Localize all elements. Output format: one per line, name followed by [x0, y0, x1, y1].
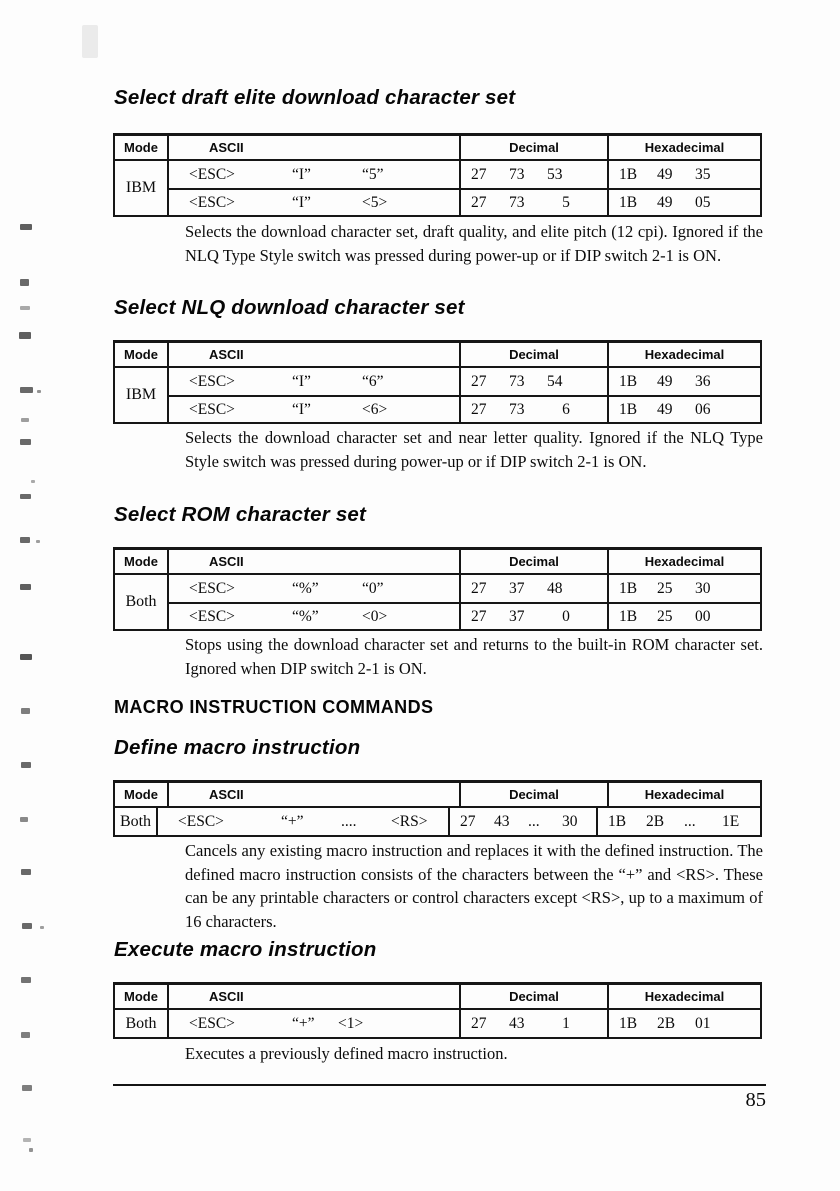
scan-speck — [20, 654, 32, 660]
command-table-rom-charset — [113, 547, 762, 631]
ascii-cell — [169, 397, 461, 422]
section-heading-rom-charset: Select ROM character set — [114, 503, 367, 526]
decimal-value: 27 — [471, 1014, 487, 1032]
decimal-value: 30 — [562, 812, 578, 830]
decimal-value: 5 — [562, 193, 570, 211]
scan-speck — [20, 584, 31, 590]
scan-speck — [21, 762, 31, 768]
scan-speck — [20, 306, 30, 310]
decimal-value: 48 — [547, 579, 563, 597]
mode-cell: Both — [115, 1010, 169, 1037]
scan-speck — [20, 387, 33, 393]
decimal-cell — [461, 397, 609, 422]
hex-value: 25 — [657, 607, 673, 625]
hex-value: 1B — [608, 812, 627, 830]
ascii-token: “%” — [292, 607, 319, 625]
description-text: Stops using the download character set and returns to the built-in ROM character set. Ignored when DIP switch 2-1 is ON. — [185, 635, 763, 678]
ascii-token: “5” — [362, 165, 384, 183]
ascii-cell — [169, 368, 461, 395]
hex-value: 49 — [657, 193, 673, 211]
ascii-token: “I” — [292, 193, 311, 211]
hex-value: 06 — [695, 400, 711, 418]
ascii-token: <ESC> — [189, 400, 235, 418]
col-header-mode: Mode — [115, 136, 169, 159]
hex-value: 2B — [657, 1014, 676, 1032]
decimal-value: 37 — [509, 607, 525, 625]
mode-cell: IBM — [115, 368, 169, 422]
table-header-row — [115, 985, 760, 1010]
decimal-value: 37 — [509, 579, 525, 597]
table-row — [169, 368, 760, 395]
col-header-ascii: ASCII — [169, 343, 461, 366]
table-row — [169, 161, 760, 188]
decimal-value: 53 — [547, 165, 563, 183]
ascii-token: “I” — [292, 165, 311, 183]
table-row — [169, 395, 760, 422]
col-header-hexadecimal: Hexadecimal — [644, 989, 725, 1004]
scan-smudge — [82, 25, 98, 58]
section-heading-nlq-download: Select NLQ download character set — [114, 296, 465, 319]
group-heading-macro-commands: MACRO INSTRUCTION COMMANDS — [114, 697, 434, 717]
description-text: Selects the download character set, draft quality, and elite pitch (12 cpi). Ignored if the NLQ Type Style switch was pressed during power-up or if DIP switch 2-1 is ON. — [185, 222, 763, 265]
table-row — [169, 575, 760, 602]
mode-cell: Both — [115, 575, 169, 629]
hex-value: 2B — [646, 812, 665, 830]
hex-value: 1B — [619, 165, 638, 183]
col-header-mode: Mode — [115, 783, 169, 806]
col-header-decimal: Decimal — [461, 550, 609, 573]
ascii-token: <ESC> — [189, 193, 235, 211]
col-header-ascii: ASCII — [169, 136, 461, 159]
decimal-value: 0 — [562, 607, 570, 625]
scan-speck — [29, 1148, 33, 1152]
table-header-row — [115, 136, 760, 161]
scan-speck — [21, 708, 30, 714]
col-header-hexadecimal: Hexadecimal — [644, 140, 725, 155]
decimal-value: 73 — [509, 400, 525, 418]
command-table-execute-macro — [113, 982, 762, 1039]
decimal-value: 27 — [471, 400, 487, 418]
ascii-token: “I” — [292, 372, 311, 390]
decimal-value: 27 — [471, 193, 487, 211]
decimal-cell — [450, 808, 598, 835]
decimal-value: 27 — [471, 372, 487, 390]
ascii-token: “0” — [362, 579, 384, 597]
table-row — [169, 1010, 760, 1037]
mode-cell: IBM — [115, 161, 169, 215]
ascii-cell — [169, 161, 461, 188]
scan-speck — [22, 923, 32, 929]
hex-value: 1B — [619, 607, 638, 625]
ascii-cell — [169, 575, 461, 602]
hex-value: 00 — [695, 607, 711, 625]
decimal-value: 73 — [509, 165, 525, 183]
hex-value: ... — [684, 812, 696, 830]
hex-value: 05 — [695, 193, 711, 211]
col-header-decimal: Decimal — [461, 136, 609, 159]
scan-speck — [22, 1085, 32, 1091]
hex-value: 49 — [657, 165, 673, 183]
col-header-hexadecimal: Hexadecimal — [644, 554, 725, 569]
hex-value: 49 — [657, 400, 673, 418]
ascii-token: <ESC> — [189, 1014, 235, 1032]
col-header-mode: Mode — [115, 550, 169, 573]
scan-speck — [37, 390, 41, 393]
decimal-cell — [461, 161, 609, 188]
table-row — [158, 808, 760, 835]
col-header-hexadecimal: Hexadecimal — [644, 787, 725, 802]
col-header-decimal: Decimal — [461, 343, 609, 366]
page-number: 85 — [745, 1089, 766, 1111]
scan-speck — [21, 977, 31, 983]
ascii-token: <1> — [338, 1014, 364, 1032]
hex-cell — [609, 575, 760, 602]
decimal-value: 27 — [471, 607, 487, 625]
decimal-cell — [461, 190, 609, 215]
section-heading-draft-elite: Select draft elite download character set — [114, 86, 516, 109]
scan-speck — [21, 418, 29, 422]
col-header-hexadecimal: Hexadecimal — [644, 347, 725, 362]
ascii-token: .... — [341, 812, 357, 830]
table-row — [169, 602, 760, 629]
hex-cell — [609, 397, 760, 422]
decimal-cell — [461, 604, 609, 629]
ascii-token: “%” — [292, 579, 319, 597]
ascii-token: “I” — [292, 400, 311, 418]
description-text: Executes a previously defined macro instruction. — [185, 1044, 508, 1063]
ascii-token: <ESC> — [189, 579, 235, 597]
col-header-ascii: ASCII — [169, 550, 461, 573]
hex-value: 1B — [619, 579, 638, 597]
decimal-value: 1 — [562, 1014, 570, 1032]
decimal-value: 27 — [471, 165, 487, 183]
decimal-value: 43 — [509, 1014, 525, 1032]
scan-speck — [31, 480, 35, 483]
hex-cell — [609, 161, 760, 188]
ascii-cell — [169, 1010, 461, 1037]
hex-value: 1E — [722, 812, 740, 830]
ascii-cell — [158, 808, 450, 835]
decimal-value: 73 — [509, 372, 525, 390]
decimal-value: 54 — [547, 372, 563, 390]
ascii-token: “6” — [362, 372, 384, 390]
ascii-cell — [169, 190, 461, 215]
table-header-row — [115, 343, 760, 368]
ascii-token: <ESC> — [189, 165, 235, 183]
ascii-token: “+” — [281, 812, 304, 830]
decimal-cell — [461, 368, 609, 395]
ascii-token: <RS> — [391, 812, 428, 830]
command-table-define-macro — [113, 780, 762, 837]
hex-cell — [609, 1010, 760, 1037]
command-table-draft-elite — [113, 133, 762, 217]
ascii-token: <ESC> — [178, 812, 224, 830]
ascii-token: “+” — [292, 1014, 315, 1032]
decimal-value: ... — [528, 812, 540, 830]
ascii-token: <6> — [362, 400, 388, 418]
table-header-row — [115, 550, 760, 575]
scan-speck — [20, 439, 31, 445]
col-header-decimal: Decimal — [461, 783, 609, 806]
hex-value: 49 — [657, 372, 673, 390]
command-table-nlq-download — [113, 340, 762, 424]
hex-value: 35 — [695, 165, 711, 183]
ascii-token: <ESC> — [189, 607, 235, 625]
scan-speck — [19, 332, 31, 339]
description-text: Cancels any existing macro instruction and replaces it with the defined instruction. The defined macro instruction consists of the characters between the “+” and <RS>. These can be any printable characters or control characters except <RS>, up to a maximum of 16 characters. — [185, 841, 763, 931]
description-text: Selects the download character set and near letter quality. Ignored if the NLQ Type Style switch was pressed during power-up or if DIP switch 2-1 is ON. — [185, 428, 763, 471]
hex-cell — [609, 368, 760, 395]
scan-speck — [21, 869, 31, 875]
hex-value: 30 — [695, 579, 711, 597]
hex-value: 1B — [619, 372, 638, 390]
hex-value: 1B — [619, 400, 638, 418]
decimal-cell — [461, 1010, 609, 1037]
decimal-value: 6 — [562, 400, 570, 418]
hex-value: 1B — [619, 193, 638, 211]
ascii-token: <ESC> — [189, 372, 235, 390]
table-header-row — [115, 783, 760, 808]
hex-value: 36 — [695, 372, 711, 390]
section-heading-define-macro: Define macro instruction — [114, 736, 361, 759]
section-heading-execute-macro: Execute macro instruction — [114, 938, 377, 961]
ascii-token: <5> — [362, 193, 388, 211]
col-header-mode: Mode — [115, 985, 169, 1008]
decimal-cell — [461, 575, 609, 602]
decimal-value: 27 — [471, 579, 487, 597]
scan-speck — [20, 817, 28, 822]
col-header-ascii: ASCII — [169, 783, 461, 806]
scan-speck — [21, 1032, 30, 1038]
scan-speck — [36, 540, 40, 543]
scan-speck — [23, 1138, 31, 1142]
ascii-cell — [169, 604, 461, 629]
scan-speck — [20, 494, 31, 499]
col-header-decimal: Decimal — [461, 985, 609, 1008]
col-header-ascii: ASCII — [169, 985, 461, 1008]
decimal-value: 27 — [460, 812, 476, 830]
ascii-token: <0> — [362, 607, 388, 625]
scan-speck — [20, 224, 32, 230]
hex-value: 01 — [695, 1014, 711, 1032]
hex-cell — [598, 808, 760, 835]
hex-value: 1B — [619, 1014, 638, 1032]
decimal-value: 73 — [509, 193, 525, 211]
footer-rule — [113, 1084, 766, 1086]
scan-speck — [20, 537, 30, 543]
mode-cell: Both — [115, 808, 158, 835]
hex-cell — [609, 190, 760, 215]
table-row — [169, 188, 760, 215]
col-header-mode: Mode — [115, 343, 169, 366]
decimal-value: 43 — [494, 812, 510, 830]
hex-value: 25 — [657, 579, 673, 597]
hex-cell — [609, 604, 760, 629]
scan-speck — [20, 279, 29, 286]
scan-speck — [40, 926, 44, 929]
